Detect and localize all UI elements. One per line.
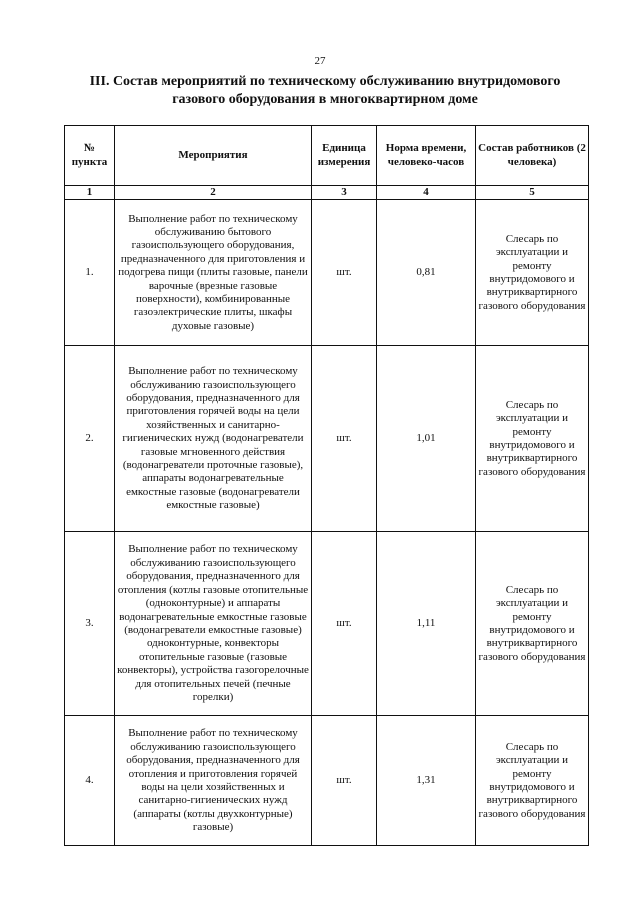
table-row <box>65 200 589 346</box>
page-number: 27 <box>314 55 326 67</box>
column-number-row <box>65 186 589 200</box>
row-activity: Выполнение работ по техническому обслуживанию газоиспользующего оборудования, предназначенного для отопления (котлы газовые отопительные (одноконтурные) и аппараты водонагревательные емкостные газовые (водонагреватели емкостные газовые) одноконтурные, конвекторы отопительные газовые (газовые конвекторы), устройства газогорелочные для отопительных печей (печные горелки) <box>115 532 312 716</box>
header-number: № пункта <box>65 126 115 186</box>
row-norm: 1,31 <box>377 716 476 846</box>
table-row <box>65 346 589 532</box>
row-norm: 0,81 <box>377 200 476 346</box>
row-activity: Выполнение работ по техническому обслуживанию газоиспользующего оборудования, предназначенного для приготовления горячей воды на цели хозяйственных и санитарно-гигиенических нужд (водонагреватели газовые мгновенного действия (водонагреватели проточные газовые), аппараты водонагревательные емкостные газовые (водонагреватели емкостные газовые) <box>115 346 312 532</box>
column-number: 4 <box>377 186 476 200</box>
measures-table <box>64 125 589 846</box>
row-norm: 1,11 <box>377 532 476 716</box>
row-staff: Слесарь по эксплуатации и ремонту внутридомового и внутриквартирного газового оборудования <box>476 200 589 346</box>
row-number: 1. <box>65 200 115 346</box>
row-activity: Выполнение работ по техническому обслуживанию газоиспользующего оборудования, предназначенного для отопления и приготовления горячей воды на цели хозяйственных и санитарно-гигиенических нужд (аппараты (котлы двухконтурные) газовые) <box>115 716 312 846</box>
header-staff: Состав работников (2 человека) <box>476 126 589 186</box>
row-unit: шт. <box>312 532 377 716</box>
column-number: 1 <box>65 186 115 200</box>
row-staff: Слесарь по эксплуатации и ремонту внутридомового и внутриквартирного газового оборудования <box>476 716 589 846</box>
header-unit: Единица измерения <box>312 126 377 186</box>
row-unit: шт. <box>312 716 377 846</box>
table-row <box>65 716 589 846</box>
row-norm: 1,01 <box>377 346 476 532</box>
header-norm: Норма времени, человеко-часов <box>377 126 476 186</box>
row-number: 4. <box>65 716 115 846</box>
section-title-line-1: III. Состав мероприятий по техническому обслуживанию внутридомового <box>89 74 561 89</box>
column-number: 2 <box>115 186 312 200</box>
section-title-line-2: газового оборудования в многоквартирном доме <box>172 92 478 107</box>
table-header-row <box>65 126 589 186</box>
row-unit: шт. <box>312 346 377 532</box>
table-row <box>65 532 589 716</box>
row-number: 3. <box>65 532 115 716</box>
row-staff: Слесарь по эксплуатации и ремонту внутридомового и внутриквартирного газового оборудования <box>476 532 589 716</box>
header-activity: Мероприятия <box>115 126 312 186</box>
row-staff: Слесарь по эксплуатации и ремонту внутридомового и внутриквартирного газового оборудования <box>476 346 589 532</box>
column-number: 5 <box>476 186 589 200</box>
section-title <box>60 73 590 109</box>
row-activity: Выполнение работ по техническому обслуживанию бытового газоиспользующего оборудования, предназначенного для приготовления и подогрева пищи (плиты газовые, панели варочные (врезные газовые поверхности), комбинированные газоэлектрические плиты, шкафы духовые газовые) <box>115 200 312 346</box>
row-unit: шт. <box>312 200 377 346</box>
column-number: 3 <box>312 186 377 200</box>
row-number: 2. <box>65 346 115 532</box>
